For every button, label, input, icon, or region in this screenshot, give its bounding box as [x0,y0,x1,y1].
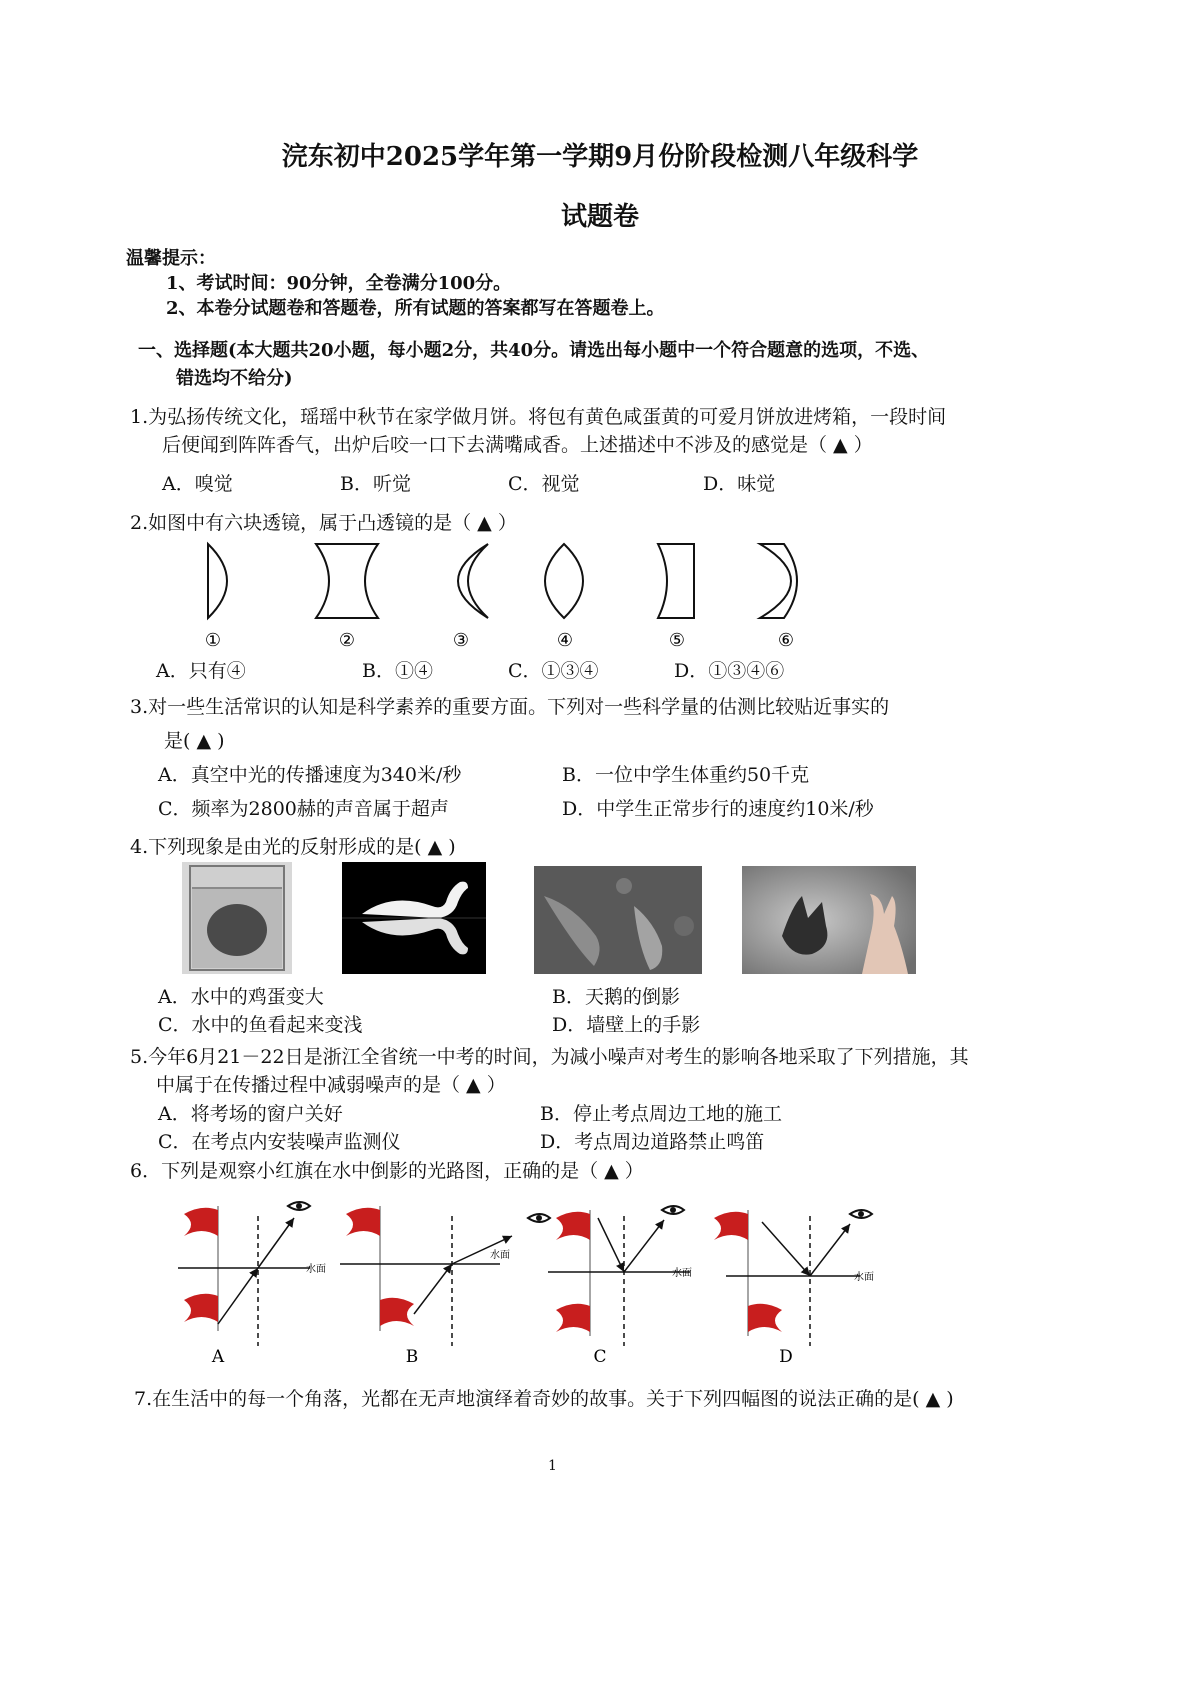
q2-option-a: A．只有④ [156,660,246,682]
lens-2-biconcave [316,544,378,618]
q4-option-b: B．天鹅的倒影 [552,986,680,1008]
q3-option-d: D．中学生正常步行的速度约10米/秒 [562,798,874,820]
question-3: 3.对一些生活常识的认知是科学素养的重要方面。下列对一些科学量的估测比较贴近事实的 [130,696,890,718]
exam-title: 浣东初中2025学年第一学期9月份阶段检测八年级科学 [281,142,919,172]
water-label-a: 水面 [306,1264,326,1275]
lens-6-meniscus [760,544,797,618]
page-number: 1 [548,1458,557,1474]
q2-option-b: B．①④ [362,660,433,682]
lens-label-2: ② [338,630,356,651]
lens-diagram [180,536,840,654]
q3-option-b: B．一位中学生体重约50千克 [562,764,810,786]
q5-option-b: B．停止考点周边工地的施工 [540,1103,782,1125]
notice-item-1: 1、考试时间：90分钟，全卷满分100分。 [166,273,512,294]
question-4: 4.下列现象是由光的反射形成的是( ▲ ) [130,836,456,858]
water-label-b: 水面 [490,1250,510,1261]
q3-option-a: A．真空中光的传播速度为340米/秒 [158,764,462,786]
q4-option-c: C．水中的鱼看起来变浅 [158,1014,363,1036]
lens-3-meniscus [458,544,488,618]
water-label-c: 水面 [672,1268,692,1279]
diagram-label-a: A [211,1347,225,1367]
q3-option-c: C．频率为2800赫的声音属于超声 [158,798,449,820]
exam-subtitle: 试题卷 [560,202,639,232]
question-1: 1.为弘扬传统文化，瑶瑶中秋节在家学做月饼。将包有黄色咸蛋黄的可爱月饼放进烤箱，一段时间 [130,406,947,428]
lens-label-5: ⑤ [668,630,686,651]
water-label-d: 水面 [854,1272,874,1283]
q5-option-a: A．将考场的窗户关好 [158,1103,343,1125]
diagram-d [714,1210,874,1367]
q2-option-c: C．①③④ [508,660,599,682]
question-5: 5.今年6月21－22日是浙江全省统一中考的时间，为减小噪声对考生的影响各地采取了下列措施，其 [130,1046,969,1068]
egg-in-water-image [182,862,292,974]
question-7: 7.在生活中的每一个角落，光都在无声地演绎着奇妙的故事。关于下列四幅图的说法正确的是( ▲ ) [134,1388,954,1410]
lens-label-6: ⑥ [777,630,795,651]
q4-option-a: A．水中的鸡蛋变大 [158,986,324,1008]
fish-in-water-image [534,866,702,974]
q5-option-d: D．考点周边道路禁止鸣笛 [540,1131,765,1153]
q5-option-c: C．在考点内安装噪声监测仪 [158,1131,401,1153]
question-1-cont: 后便闻到阵阵香气，出炉后咬一口下去满嘴咸香。上述描述中不涉及的感觉是（ ▲ ） [162,434,873,456]
section-heading-cont: 错选均不给分) [176,368,293,389]
diagram-label-c: C [593,1347,607,1367]
q1-option-a: A．嗅觉 [162,473,233,495]
question-2: 2.如图中有六块透镜，属于凸透镜的是（ ▲ ） [130,512,517,534]
notice-heading: 温馨提示： [126,248,216,269]
hand-shadow-image [742,866,916,974]
diagram-a [178,1202,326,1367]
diagram-label-b: B [405,1347,419,1367]
q1-option-d: D．味觉 [703,473,776,495]
diagram-b [340,1206,550,1367]
swan-reflection-image [342,862,486,974]
lens-5-plano-concave [658,544,694,618]
q4-option-d: D．墙壁上的手影 [552,1014,701,1036]
lens-4-biconvex [545,544,583,618]
question-3-cont: 是( ▲ ) [164,730,225,752]
question-5-cont: 中属于在传播过程中减弱噪声的是（ ▲ ） [156,1074,506,1096]
diagram-label-d: D [779,1347,793,1367]
section-heading: 一、选择题(本大题共20小题，每小题2分，共40分。请选出每小题中一个符合题意的选项，不选、 [138,340,930,361]
q1-option-b: B．听觉 [340,473,411,495]
lens-1-plano-convex [208,544,227,618]
lens-label-1: ① [204,630,222,651]
q1-option-c: C．视觉 [508,473,580,495]
lens-label-4: ④ [556,630,574,651]
q2-option-d: D．①③④⑥ [674,660,785,682]
question-6: 6．下列是观察小红旗在水中倒影的光路图，正确的是（ ▲ ） [130,1160,644,1182]
notice-item-2: 2、本卷分试题卷和答题卷，所有试题的答案都写在答题卷上。 [166,298,665,319]
diagram-c [548,1206,692,1367]
lens-label-3: ③ [452,630,470,651]
light-path-diagrams [170,1196,890,1376]
